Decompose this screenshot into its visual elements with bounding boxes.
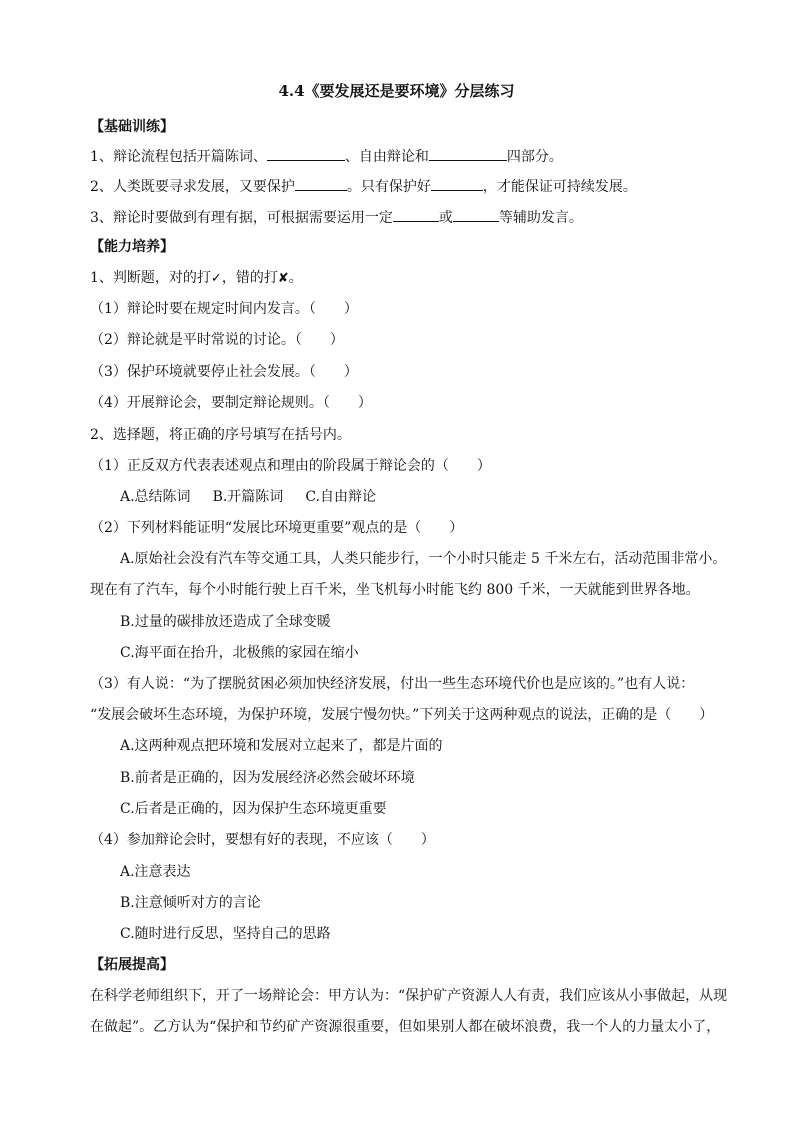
choice-question-2-option-a-line2: 现在有了汽车，每个小时能行驶上百千米，坐飞机每小时能飞约 800 千米，一天就能到世界各地。 [90, 582, 700, 598]
answer-blank[interactable] [267, 146, 345, 161]
choice-question-3-option-c: C.后者是正确的，因为保护生态环境更重要 [120, 801, 387, 817]
basic-question-2: 2、人类既要寻求发展，又要保护 。只有保护好 ，才能保证可持续发展。 [90, 176, 705, 196]
choice-question-3-option-b: B.前者是正确的，因为发展经济必然会破坏环境 [120, 770, 415, 786]
answer-blank[interactable] [393, 207, 439, 222]
check-mark-icon: ✓ [210, 271, 222, 286]
choice-question-2-option-c: C.海平面在抬升，北极熊的家园在缩小 [120, 645, 359, 661]
option-b: B.开篇陈词 [212, 489, 284, 505]
judge-item-4: （4）开展辩论会，要制定辩论规则。（ ） [90, 395, 372, 411]
answer-blank[interactable] [295, 176, 347, 191]
choice-question-3-option-a: A.这两种观点把环境和发展对立起来了，都是片面的 [120, 738, 443, 754]
answer-blank[interactable] [431, 176, 483, 191]
choice-question-3-line1: （3）有人说：“为了摆脱贫困必须加快经济发展，付出一些生态环境代价也是应该的。”也有人说： [90, 676, 695, 692]
choice-question-1-options [120, 487, 705, 507]
judge-intro: 1、判断题，对的打✓，错的打✘。 [90, 268, 705, 288]
cross-mark-icon: ✘ [277, 271, 289, 286]
extend-paragraph-line2: 在做起”。乙方认为“保护和节约矿产资源很重要，但如果别人都在破坏浪费，我一个人的力量太小了， [90, 1019, 721, 1035]
choice-question-4-option-a: A.注意表达 [120, 864, 191, 880]
judge-item-3: （3）保护环境就要停止社会发展。（ ） [90, 364, 358, 380]
section-extend-heading: 【拓展提高】 [90, 957, 174, 973]
basic-question-1: 1、辩论流程包括开篇陈词、 、自由辩论和 四部分。 [90, 146, 705, 166]
choice-question-4-option-c: C.随时进行反思，坚持自己的思路 [120, 926, 331, 942]
choice-question-1: （1）正反双方代表表述观点和理由的阶段属于辩论会的（ ） [90, 458, 491, 474]
choice-intro: 2、选择题，将正确的序号填写在括号内。 [90, 427, 351, 443]
option-c: C.自由辩论 [305, 489, 376, 505]
choice-question-2: （2）下列材料能证明“发展比环境更重要”观点的是（ ） [90, 520, 464, 536]
page-title: 4.4《要发展还是要环境》分层练习 [278, 82, 515, 100]
extend-paragraph-line1: 在科学老师组织下，开了一场辩论会：甲方认为：“保护矿产资源人人有责，我们应该从小事做起，从现 [90, 988, 728, 1004]
section-basic-heading: 【基础训练】 [90, 119, 174, 135]
section-ability-heading: 【能力培养】 [90, 239, 174, 255]
choice-question-4-option-b: B.注意倾听对方的言论 [120, 895, 261, 911]
answer-blank[interactable] [429, 146, 507, 161]
choice-question-3-line2: “发展会破坏生态环境，为保护环境，发展宁慢勿快。”下列关于这两种观点的说法，正确的是（ ） [90, 707, 714, 723]
choice-question-4: （4）参加辩论会时，要想有好的表现，不应该（ ） [90, 832, 435, 848]
option-a: A.总结陈词 [120, 489, 191, 505]
basic-question-3: 3、辩论时要做到有理有据，可根据需要运用一定 或 等辅助发言。 [90, 207, 705, 227]
judge-item-2: （2）辩论就是平时常说的讨论。（ ） [90, 332, 344, 348]
judge-item-1: （1）辩论时要在规定时间内发言。（ ） [90, 301, 358, 317]
answer-blank[interactable] [453, 207, 499, 222]
choice-question-2-option-a-line1: A.原始社会没有汽车等交通工具，人类只能步行，一个小时只能走 5 千米左右，活动范围非常小。 [120, 551, 727, 567]
choice-question-2-option-b: B.过量的碳排放还造成了全球变暖 [120, 614, 331, 630]
